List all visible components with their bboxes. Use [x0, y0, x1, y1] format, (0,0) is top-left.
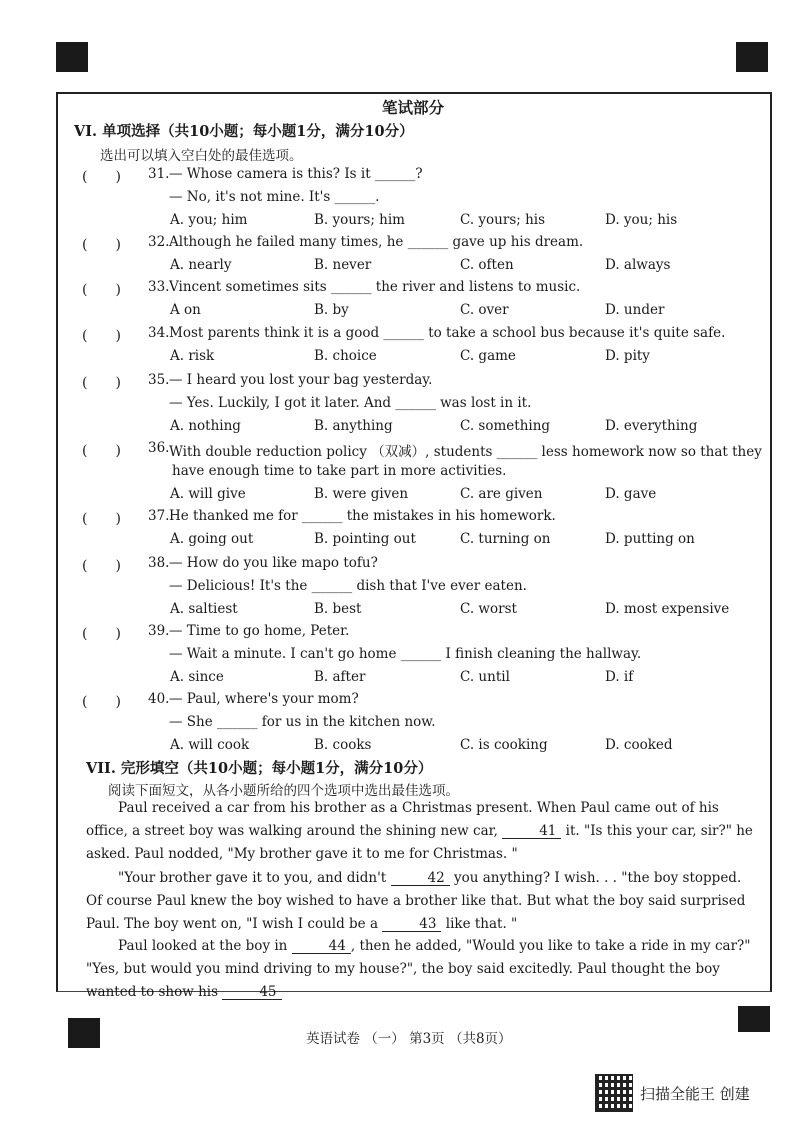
answer-bracket: ( ): [82, 375, 121, 391]
question-text: Most parents think it is a good ______ to take a school bus because it's quite safe.: [169, 325, 726, 341]
qr-code-icon: [596, 1075, 632, 1111]
blank-number: 45: [222, 985, 281, 1000]
question-text: have enough time to take part in more activities.: [172, 463, 507, 479]
option-b: B. never: [314, 257, 372, 273]
registration-mark: [68, 1018, 100, 1048]
option-d: D. cooked: [605, 737, 673, 753]
option-d: D. gave: [605, 486, 657, 502]
option-a: A. will cook: [170, 737, 250, 753]
option-a: A. risk: [170, 348, 215, 364]
registration-mark: [738, 1006, 770, 1032]
option-c: C. are given: [460, 486, 543, 502]
question-text: — No, it's not mine. It's ______.: [169, 189, 380, 205]
option-a: A. nearly: [170, 257, 232, 273]
option-a: A on: [170, 302, 201, 318]
blank-number: 43: [382, 917, 441, 932]
answer-bracket: ( ): [82, 328, 121, 344]
section7-instruction: 阅读下面短文，从各小题所给的四个选项中选出最佳选项。: [108, 783, 459, 799]
registration-mark: [56, 42, 88, 72]
option-d: D. everything: [605, 418, 698, 434]
option-c: C. something: [460, 418, 551, 434]
question-text: — How do you like mapo tofu?: [169, 555, 378, 571]
option-c: C. game: [460, 348, 516, 364]
option-c: C. yours; his: [460, 212, 546, 228]
option-c: C. until: [460, 669, 510, 685]
answer-bracket: ( ): [82, 169, 121, 185]
option-c: C. worst: [460, 601, 517, 617]
option-b: B. were given: [314, 486, 409, 502]
answer-bracket: ( ): [82, 443, 121, 459]
question-number: 40.: [148, 691, 170, 707]
option-a: A. going out: [170, 531, 254, 547]
passage-paragraph-3: Paul looked at the boy in 44 , then he added, "Would you like to take a ride in my car?" "Yes, but would you mind driving to my house?", the boy said excitedly. Paul thought the boy wanted to show his 45: [86, 938, 751, 1000]
section7-heading: VII. 完形填空（共10小题；每小题1分，满分10分）: [86, 760, 433, 777]
option-a: A. will give: [170, 486, 246, 502]
scanner-watermark: 扫描全能王 创建: [640, 1085, 750, 1103]
question-text: He thanked me for ______ the mistakes in his homework.: [169, 508, 556, 524]
option-c: C. is cooking: [460, 737, 548, 753]
passage-paragraph-2: "Your brother gave it to you, and didn't 42 you anything? I wish. . . "the boy stopped. Of course Paul knew the boy wished to have a brother like that. But what the boy said surprised Paul. The boy went on, "I wish I could be a 43 like that. ": [86, 870, 746, 932]
option-b: B. pointing out: [314, 531, 416, 547]
question-text: — Yes. Luckily, I got it later. And ______ was lost in it.: [169, 395, 532, 411]
question-text: Vincent sometimes sits ______ the river and listens to music.: [169, 279, 581, 295]
option-b: B. yours; him: [314, 212, 405, 228]
section6-instruction: 选出可以填入空白处的最佳选项。: [100, 148, 303, 164]
option-a: A. you; him: [170, 212, 248, 228]
registration-mark: [736, 42, 768, 72]
answer-bracket: ( ): [82, 237, 121, 253]
page-title: 笔试部分: [382, 98, 445, 117]
question-number: 32.: [148, 234, 170, 250]
blank-number: 41: [502, 824, 561, 839]
question-text: — Time to go home, Peter.: [169, 623, 350, 639]
option-d: D. putting on: [605, 531, 695, 547]
section6-heading: VI. 单项选择（共10小题；每小题1分，满分10分）: [74, 123, 414, 140]
answer-bracket: ( ): [82, 511, 121, 527]
option-c: C. often: [460, 257, 514, 273]
option-d: D. under: [605, 302, 665, 318]
option-d: D. you; his: [605, 212, 678, 228]
question-text: — She ______ for us in the kitchen now.: [169, 714, 436, 730]
option-c: C. over: [460, 302, 509, 318]
question-text: With double reduction policy （双减）, students ______ less homework now so that they: [169, 444, 762, 460]
option-d: D. if: [605, 669, 634, 685]
option-d: D. pity: [605, 348, 650, 364]
answer-bracket: ( ): [82, 626, 121, 642]
option-b: B. cooks: [314, 737, 372, 753]
question-text: Although he failed many times, he ______ gave up his dream.: [169, 234, 584, 250]
question-text: — Paul, where's your mom?: [169, 691, 359, 707]
passage-paragraph-1: Paul received a car from his brother as a Christmas present. When Paul came out of his office, a street boy was walking around the shining new car, 41 it. "Is this your car, sir?" he asked. Paul nodded, "My brother gave it to me for Christmas. ": [86, 800, 753, 862]
question-text: — Whose camera is this? Is it ______?: [169, 166, 423, 182]
question-number: 31.: [148, 166, 170, 182]
question-number: 33.: [148, 279, 170, 295]
question-text: — Delicious! It's the ______ dish that I've ever eaten.: [169, 578, 527, 594]
question-number: 35.: [148, 372, 170, 388]
option-b: B. by: [314, 302, 349, 318]
question-text: — Wait a minute. I can't go home ______ I finish cleaning the hallway.: [169, 646, 642, 662]
option-d: D. most expensive: [605, 601, 730, 617]
option-d: D. always: [605, 257, 671, 273]
answer-bracket: ( ): [82, 282, 121, 298]
page-footer: 英语试卷 （一） 第3页 （共8页）: [306, 1031, 512, 1047]
question-number: 38.: [148, 555, 170, 571]
option-b: B. anything: [314, 418, 393, 434]
answer-bracket: ( ): [82, 558, 121, 574]
option-a: A. nothing: [170, 418, 241, 434]
option-c: C. turning on: [460, 531, 551, 547]
question-number: 37.: [148, 508, 170, 524]
answer-bracket: ( ): [82, 694, 121, 710]
option-b: B. after: [314, 669, 366, 685]
blank-number: 44: [292, 939, 351, 954]
question-number: 36.: [148, 440, 170, 456]
option-b: B. choice: [314, 348, 377, 364]
blank-number: 42: [391, 871, 450, 886]
question-number: 39.: [148, 623, 170, 639]
option-a: A. saltiest: [170, 601, 238, 617]
option-a: A. since: [170, 669, 224, 685]
option-b: B. best: [314, 601, 362, 617]
question-number: 34.: [148, 325, 170, 341]
question-text: — I heard you lost your bag yesterday.: [169, 372, 433, 388]
